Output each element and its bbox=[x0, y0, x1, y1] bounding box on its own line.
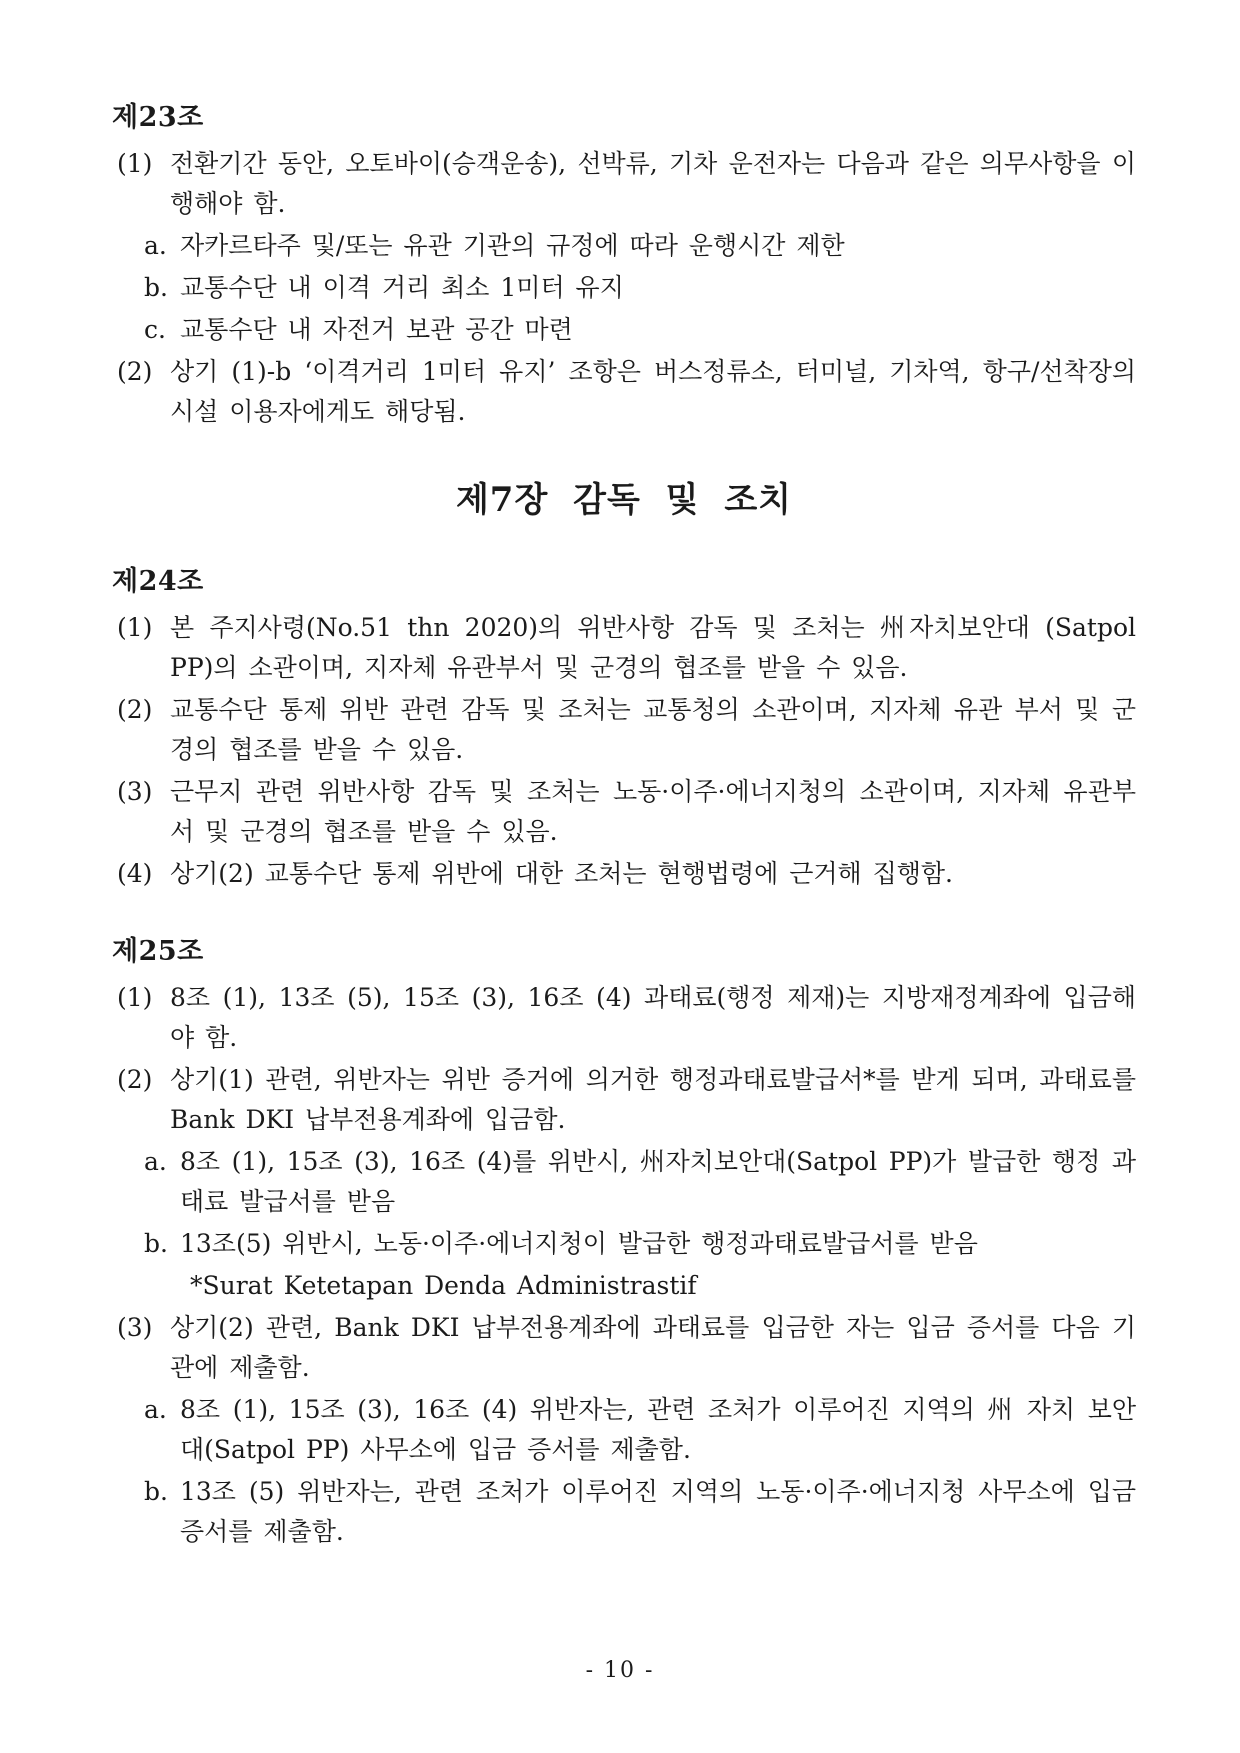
article-25-heading: 제25조 bbox=[112, 936, 204, 967]
list-item bbox=[112, 352, 1136, 432]
item-marker: a. bbox=[144, 231, 167, 260]
list-item bbox=[112, 772, 1136, 852]
item-marker: (1) bbox=[117, 149, 153, 178]
list-item bbox=[112, 690, 1136, 770]
item-text: 13조 (5) 위반자는, 관련 조처가 이루어진 지역의 노동·이주·에너지청 사무소에 입금 증서를 제출함. bbox=[180, 1477, 1136, 1546]
list-item bbox=[112, 1472, 1136, 1552]
list-item bbox=[112, 310, 1136, 350]
article-24-section bbox=[112, 566, 1136, 894]
item-marker: b. bbox=[144, 1229, 168, 1258]
item-marker: a. bbox=[144, 1395, 167, 1424]
item-text: 교통수단 내 이격 거리 최소 1미터 유지 bbox=[180, 273, 624, 302]
list-item bbox=[112, 854, 1136, 894]
article-23-heading: 제23조 bbox=[112, 102, 204, 133]
item-marker: (2) bbox=[117, 357, 153, 386]
item-marker: (1) bbox=[117, 613, 153, 642]
article-25-section bbox=[112, 936, 1136, 1552]
item-marker: (1) bbox=[117, 983, 153, 1012]
item-text: 근무지 관련 위반사항 감독 및 조처는 노동·이주·에너지청의 소관이며, 지자체 유관부서 및 군경의 협조를 받을 수 있음. bbox=[170, 777, 1136, 846]
item-text: 8조 (1), 15조 (3), 16조 (4) 위반자는, 관련 조처가 이루어진 지역의 州 자치 보안대(Satpol PP) 사무소에 입금 증서를 제출함. bbox=[180, 1395, 1136, 1464]
list-item bbox=[112, 1060, 1136, 1140]
article-24-heading: 제24조 bbox=[112, 566, 204, 597]
list-item bbox=[112, 1224, 1136, 1264]
list-item bbox=[112, 1390, 1136, 1470]
chapter-7-title: 제7장 감독 및 조치 bbox=[455, 480, 793, 520]
item-marker: a. bbox=[144, 1147, 167, 1176]
list-item bbox=[112, 226, 1136, 266]
item-text: 본 주지사령(No.51 thn 2020)의 위반사항 감독 및 조처는 州자치보안대 (Satpol PP)의 소관이며, 지자체 유관부서 및 군경의 협조를 받을 수 있음. bbox=[170, 613, 1136, 682]
item-marker: (2) bbox=[117, 1065, 153, 1094]
item-text: 상기(1) 관련, 위반자는 위반 증거에 의거한 행정과태료발급서*를 받게 되며, 과태료를 Bank DKI 납부전용계좌에 입금함. bbox=[170, 1065, 1136, 1134]
item-marker: (3) bbox=[117, 1313, 153, 1342]
item-marker: (4) bbox=[117, 859, 153, 888]
article-23-section bbox=[112, 102, 1136, 432]
list-item bbox=[112, 1308, 1136, 1388]
list-item bbox=[112, 268, 1136, 308]
item-marker: b. bbox=[144, 273, 168, 302]
item-text: 자카르타주 및/또는 유관 기관의 규정에 따라 운행시간 제한 bbox=[180, 231, 845, 260]
list-item bbox=[112, 144, 1136, 224]
footnote-line: *Surat Ketetapan Denda Administrastif bbox=[190, 1271, 697, 1300]
item-text: 13조(5) 위반시, 노동·이주·에너지청이 발급한 행정과태료발급서를 받음 bbox=[180, 1229, 978, 1258]
item-text: 상기(2) 관련, Bank DKI 납부전용계좌에 과태료를 입금한 자는 입금 증서를 다음 기관에 제출함. bbox=[170, 1313, 1136, 1382]
item-text: 8조 (1), 13조 (5), 15조 (3), 16조 (4) 과태료(행정 제재)는 지방재정계좌에 입금해야 함. bbox=[170, 983, 1136, 1052]
item-text: 교통수단 내 자전거 보관 공간 마련 bbox=[180, 315, 573, 344]
item-text: 상기 (1)-b ‘이격거리 1미터 유지’ 조항은 버스정류소, 터미널, 기차역, 항구/선착장의 시설 이용자에게도 해당됨. bbox=[170, 357, 1136, 426]
page-number: - 10 - bbox=[585, 1658, 655, 1683]
item-marker: c. bbox=[144, 315, 166, 344]
item-marker: (3) bbox=[117, 777, 153, 806]
item-text: 상기(2) 교통수단 통제 위반에 대한 조처는 현행법령에 근거해 집행함. bbox=[170, 859, 953, 888]
item-marker: b. bbox=[144, 1477, 168, 1506]
list-item bbox=[112, 608, 1136, 688]
item-text: 교통수단 통제 위반 관련 감독 및 조처는 교통청의 소관이며, 지자체 유관 부서 및 군경의 협조를 받을 수 있음. bbox=[170, 695, 1136, 764]
item-marker: (2) bbox=[117, 695, 153, 724]
list-item bbox=[112, 978, 1136, 1058]
item-text: 8조 (1), 15조 (3), 16조 (4)를 위반시, 州자치보안대(Satpol PP)가 발급한 행정 과태료 발급서를 받음 bbox=[180, 1147, 1136, 1216]
item-text: 전환기간 동안, 오토바이(승객운송), 선박류, 기차 운전자는 다음과 같은 의무사항을 이행해야 함. bbox=[170, 149, 1136, 218]
list-item bbox=[112, 1142, 1136, 1222]
